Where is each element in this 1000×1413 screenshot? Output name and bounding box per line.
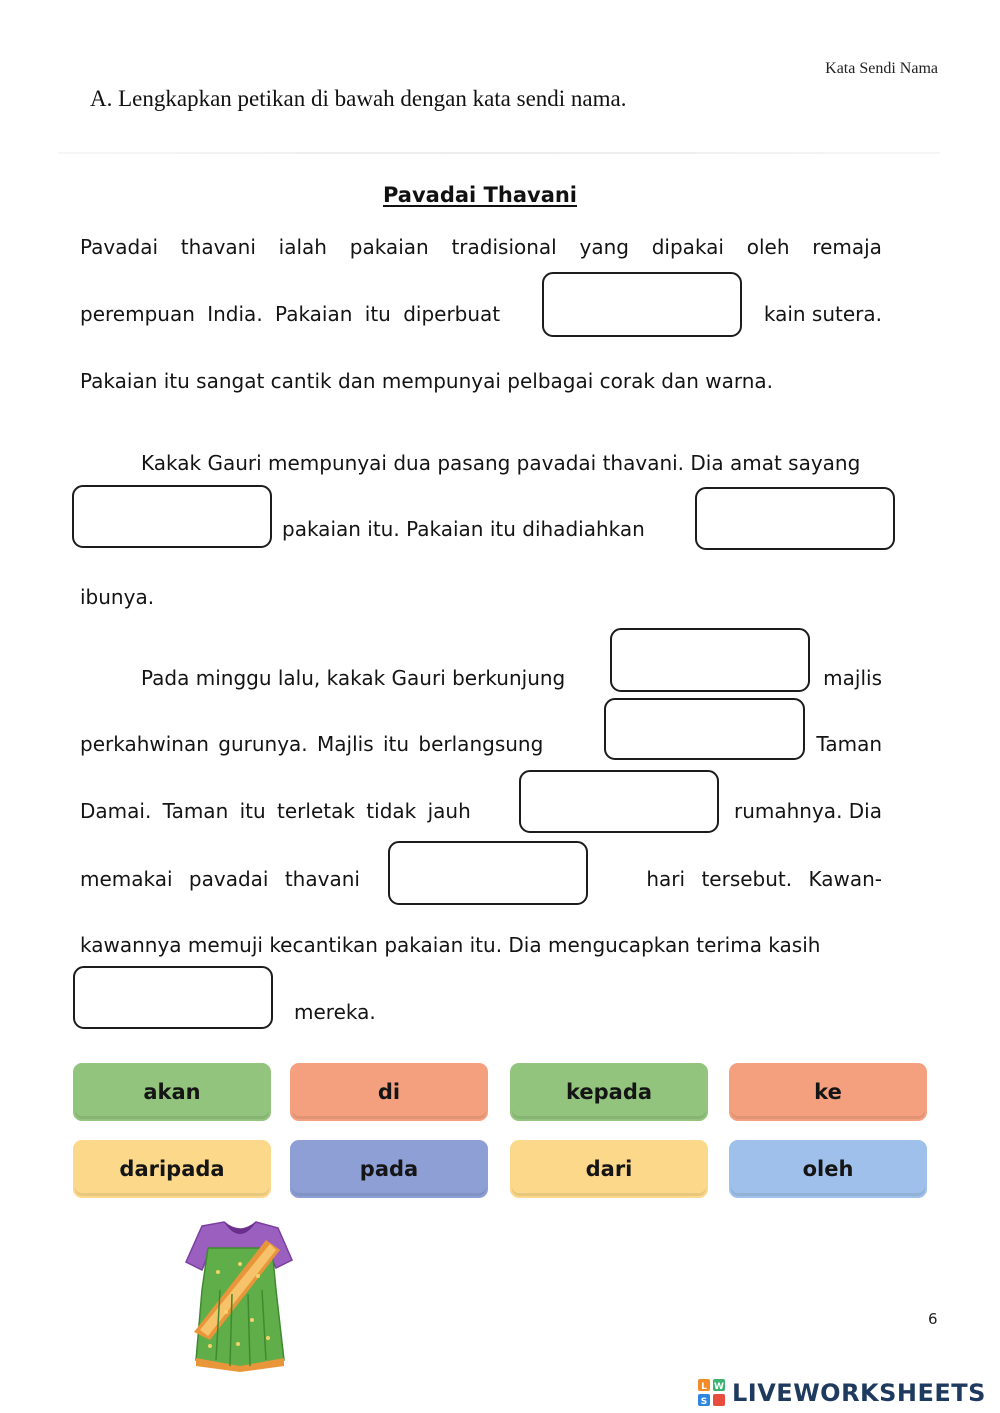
story-text: majlis <box>823 666 882 690</box>
word-choice-kepada[interactable]: kepada <box>510 1063 708 1121</box>
story-word: remaja <box>812 235 882 259</box>
story-text: Pakaian itu sangat cantik dan mempunyai pelbagai corak dan warna. <box>80 369 774 393</box>
story-line <box>80 794 518 828</box>
story-text: kain sutera. <box>763 302 882 326</box>
story-word: yang <box>579 235 629 259</box>
answer-blank-7[interactable] <box>388 841 588 905</box>
story-line <box>80 928 882 962</box>
logo-letter: L <box>701 1382 707 1392</box>
brand-name: LIVEWORKSHEETS <box>732 1379 986 1407</box>
story-word: tradisional <box>451 235 557 259</box>
word-choice-dari[interactable]: dari <box>510 1140 708 1198</box>
story-line-end <box>808 727 882 761</box>
liveworksheets-logo-icon <box>698 1379 726 1407</box>
story-line <box>80 297 540 331</box>
word-choice-akan[interactable]: akan <box>73 1063 271 1121</box>
answer-blank-3[interactable] <box>695 487 895 550</box>
word-choice-pada[interactable]: pada <box>290 1140 488 1198</box>
story-line-end <box>721 794 882 828</box>
divider <box>58 152 940 154</box>
story-line <box>141 661 607 695</box>
story-line <box>294 995 494 1029</box>
word-choice-di[interactable]: di <box>290 1063 488 1121</box>
story-text: Damai. Taman itu terletak tidak jauh <box>80 799 471 823</box>
story-text: ibunya. <box>80 585 155 609</box>
story-text: perempuan India. Pakaian itu diperbuat <box>80 302 501 326</box>
story-line <box>80 580 882 614</box>
story-title: Pavadai Thavani <box>382 183 578 207</box>
word-choice-daripada[interactable]: daripada <box>73 1140 271 1198</box>
story-line-end <box>746 297 882 331</box>
story-text: Pada minggu lalu, kakak Gauri berkunjung <box>141 666 566 690</box>
story-text: Kakak Gauri mempunyai dua pasang pavadai thavani. Dia amat sayang <box>141 451 861 475</box>
answer-blank-2[interactable] <box>72 485 272 548</box>
story-text: perkahwinan gurunya. Majlis itu berlangsung <box>80 732 544 756</box>
story-text: kawannya memuji kecantikan pakaian itu. Dia mengucapkan terima kasih <box>80 933 821 957</box>
liveworksheets-logo[interactable] <box>698 1378 986 1408</box>
logo-letter: W <box>714 1382 724 1392</box>
answer-blank-5[interactable] <box>604 698 805 760</box>
story-word: Pavadai <box>80 235 159 259</box>
story-line <box>80 862 380 896</box>
saree-illustration <box>180 1220 300 1372</box>
word-choice-oleh[interactable]: oleh <box>729 1140 927 1198</box>
instruction-text: A. Lengkapkan petikan di bawah dengan kata sendi nama. <box>90 86 627 111</box>
story-line-end <box>620 862 882 896</box>
answer-blank-1[interactable] <box>542 272 742 337</box>
story-line <box>80 727 602 761</box>
story-line <box>141 446 882 480</box>
story-line <box>80 230 882 264</box>
story-text: pakaian itu. Pakaian itu dihadiahkan <box>282 517 645 541</box>
answer-blank-8[interactable] <box>73 966 273 1029</box>
word-choice-ke[interactable]: ke <box>729 1063 927 1121</box>
logo-letter: S <box>700 1397 708 1407</box>
story-text: mereka. <box>294 1000 376 1024</box>
story-line-end <box>812 661 882 695</box>
answer-blank-4[interactable] <box>610 628 810 692</box>
topic-label: Kata Sendi Nama <box>825 60 938 77</box>
story-text: Taman <box>816 732 882 756</box>
story-word: thavani <box>180 235 256 259</box>
story-word: oleh <box>746 235 790 259</box>
story-text: hari tersebut. Kawan- <box>646 867 882 891</box>
story-word: dipakai <box>651 235 724 259</box>
page-number: 6 <box>928 1310 938 1328</box>
story-text: rumahnya. Dia <box>733 799 882 823</box>
story-word: pakaian <box>349 235 429 259</box>
story-word: ialah <box>278 235 327 259</box>
story-line <box>282 512 694 546</box>
answer-blank-6[interactable] <box>519 770 719 833</box>
story-line <box>80 364 882 398</box>
story-text: memakai pavadai thavani <box>80 867 360 891</box>
